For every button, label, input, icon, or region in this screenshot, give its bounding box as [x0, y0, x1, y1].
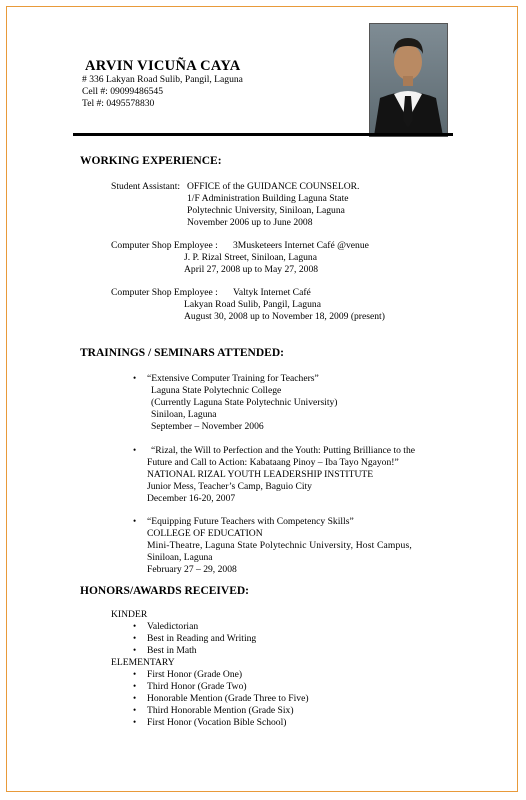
training-line: Siniloan, Laguna — [151, 409, 217, 420]
training-line: Future and Call to Action: Kabataang Pinoy – Iba Tayo Ngayon!” — [147, 457, 399, 468]
bullet: • — [133, 669, 137, 679]
job-line: Polytechnic University, Siniloan, Laguna — [187, 205, 345, 216]
job-line: Lakyan Road Sulib, Pangil, Laguna — [184, 299, 321, 310]
bullet: • — [133, 681, 137, 691]
training-line: “Extensive Computer Training for Teachers” — [147, 373, 319, 384]
job-line: Valtyk Internet Café — [233, 287, 311, 298]
tel-number: Tel #: 0495578830 — [82, 98, 155, 109]
job-title: Computer Shop Employee : — [111, 240, 218, 251]
job-line: August 30, 2008 up to November 18, 2009 (present) — [184, 311, 385, 322]
bullet: • — [133, 645, 137, 655]
cell-number: Cell #: 09099486545 — [82, 86, 164, 97]
training-line: September – November 2006 — [151, 421, 264, 432]
job-title: Student Assistant: — [111, 181, 181, 192]
bullet: • — [133, 445, 137, 455]
job-line: April 27, 2008 up to May 27, 2008 — [184, 264, 319, 275]
bullet: • — [133, 633, 137, 643]
job-title: Computer Shop Employee : — [111, 287, 218, 298]
award-item: First Honor (Grade One) — [147, 669, 243, 680]
profile-photo — [369, 23, 448, 137]
job-line: 3Musketeers Internet Café @venue — [233, 240, 369, 251]
training-line: COLLEGE OF EDUCATION — [147, 528, 263, 539]
resume-name: ARVIN VICUÑA CAYA — [85, 58, 241, 74]
award-item: Best in Math — [147, 645, 197, 656]
award-item: Valedictorian — [147, 621, 199, 632]
training-line: Junior Mess, Teacher’s Camp, Baguio City — [147, 481, 312, 492]
honors-heading: HONORS/AWARDS RECEIVED: — [80, 585, 250, 597]
award-item: Honorable Mention (Grade Three to Five) — [147, 693, 309, 704]
job-line: November 2006 up to June 2008 — [187, 217, 313, 228]
award-item: Third Honor (Grade Two) — [147, 681, 247, 692]
bullet: • — [133, 621, 137, 631]
header-divider — [73, 133, 453, 136]
award-item: Third Honorable Mention (Grade Six) — [147, 705, 294, 716]
job-line: OFFICE of the GUIDANCE COUNSELOR. — [187, 181, 360, 192]
bullet: • — [133, 373, 137, 383]
working-experience-heading: WORKING EXPERIENCE: — [80, 155, 222, 167]
elementary-label: ELEMENTARY — [111, 657, 175, 668]
address: # 336 Lakyan Road Sulib, Pangil, Laguna — [82, 74, 243, 85]
training-line: Laguna State Polytechnic College — [151, 385, 282, 396]
award-item: Best in Reading and Writing — [147, 633, 257, 644]
job-line: 1/F Administration Building Laguna State — [187, 193, 349, 204]
bullet: • — [133, 717, 137, 727]
training-line: Mini-Theatre, Laguna State Polytechnic University, Host Campus, — [147, 540, 412, 551]
training-line: February 27 – 29, 2008 — [147, 564, 237, 575]
training-line: “Rizal, the Will to Perfection and the Youth: Putting Brilliance to the — [151, 445, 416, 456]
training-line: (Currently Laguna State Polytechnic University) — [151, 397, 338, 408]
kinder-label: KINDER — [111, 609, 148, 620]
bullet: • — [133, 516, 137, 526]
bullet: • — [133, 693, 137, 703]
training-line: Siniloan, Laguna — [147, 552, 213, 563]
training-line: NATIONAL RIZAL YOUTH LEADERSHIP INSTITUTE — [147, 469, 374, 480]
job-line: J. P. Rizal Street, Siniloan, Laguna — [184, 252, 317, 263]
bullet: • — [133, 705, 137, 715]
training-line: December 16-20, 2007 — [147, 493, 236, 504]
training-line: “Equipping Future Teachers with Competency Skills” — [147, 516, 354, 527]
trainings-heading: TRAININGS / SEMINARS ATTENDED: — [80, 347, 284, 359]
award-item: First Honor (Vocation Bible School) — [147, 717, 287, 728]
